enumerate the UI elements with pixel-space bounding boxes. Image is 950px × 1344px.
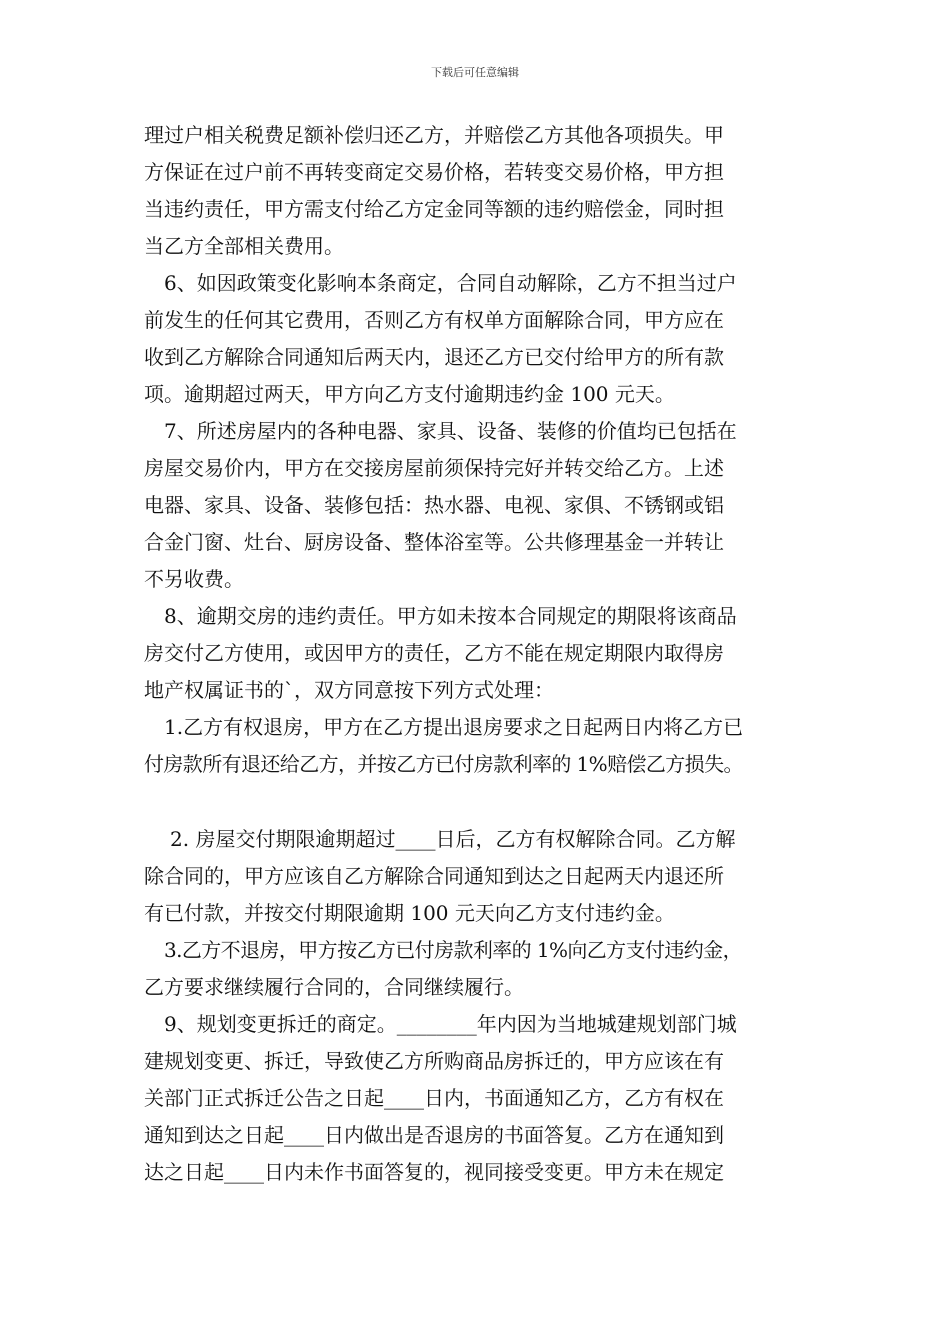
text-line: 通知到达之日起____日内做出是否退房的书面答复。乙方在通知到 — [144, 1123, 724, 1147]
text-line: 关部门正式拆迁公告之日起____日内，书面通知乙方，乙方有权在 — [144, 1086, 724, 1110]
text-line: 电器、家具、设备、装修包括：热水器、电视、家俱、不锈钢或铝 — [144, 493, 724, 517]
page-header: 下载后可任意编辑 — [431, 66, 519, 79]
text-line: 房屋交易价内，甲方在交接房屋前须保持完好并转交给乙方。上述 — [144, 456, 724, 480]
text-line: 当违约责任，甲方需支付给乙方定金同等额的违约赔偿金，同时担 — [144, 197, 724, 221]
text-line: 3.乙方不退房，甲方按乙方已付房款利率的 1%向乙方支付违约金， — [164, 938, 742, 962]
text-line: 8、逾期交房的违约责任。甲方如未按本合同规定的期限将该商品 — [164, 604, 737, 628]
text-line: 地产权属证书的`，双方同意按下列方式处理： — [144, 678, 554, 702]
text-line: 建规划变更、拆迁，导致使乙方所购商品房拆迁的，甲方应该在有 — [144, 1049, 724, 1073]
text-line: 项。逾期超过两天，甲方向乙方支付逾期违约金 100 元天。 — [144, 382, 675, 406]
text-line: 理过户相关税费足额补偿归还乙方，并赔偿乙方其他各项损失。甲 — [144, 123, 724, 147]
text-line: 不另收费。 — [144, 567, 244, 591]
text-line: 有已付款，并按交付期限逾期 100 元天向乙方支付违约金。 — [144, 901, 675, 925]
text-line: 6、如因政策变化影响本条商定，合同自动解除，乙方不担当过户 — [164, 271, 737, 295]
text-line: 达之日起____日内未作书面答复的，视同接受变更。甲方未在规定 — [144, 1160, 724, 1184]
text-line: 付房款所有退还给乙方，并按乙方已付房款利率的 1%赔偿乙方损失。 — [144, 752, 743, 776]
text-line: 方保证在过户前不再转变商定交易价格，若转变交易价格，甲方担 — [144, 160, 724, 184]
text-line: 房交付乙方使用，或因甲方的责任，乙方不能在规定期限内取得房 — [144, 641, 724, 665]
text-line: 除合同的，甲方应该自乙方解除合同通知到达之日起两天内退还所 — [144, 864, 724, 888]
text-line: 前发生的任何其它费用，否则乙方有权单方面解除合同，甲方应在 — [144, 308, 724, 332]
text-line: 合金门窗、灶台、厨房设备、整体浴室等。公共修理基金一并转让 — [144, 530, 724, 554]
text-line: 乙方要求继续履行合同的，合同继续履行。 — [144, 975, 524, 999]
text-line: 2. 房屋交付期限逾期超过____日后，乙方有权解除合同。乙方解 — [170, 827, 736, 851]
text-line: 收到乙方解除合同通知后两天内，退还乙方已交付给甲方的所有款 — [144, 345, 724, 369]
text-line: 7、所述房屋内的各种电器、家具、设备、装修的价值均已包括在 — [164, 419, 737, 443]
text-line: 1.乙方有权退房，甲方在乙方提出退房要求之日起两日内将乙方已 — [164, 715, 744, 739]
text-line: 9、规划变更拆迁的商定。________年内因为当地城建规划部门城 — [164, 1012, 737, 1036]
text-line: 当乙方全部相关费用。 — [144, 234, 344, 258]
